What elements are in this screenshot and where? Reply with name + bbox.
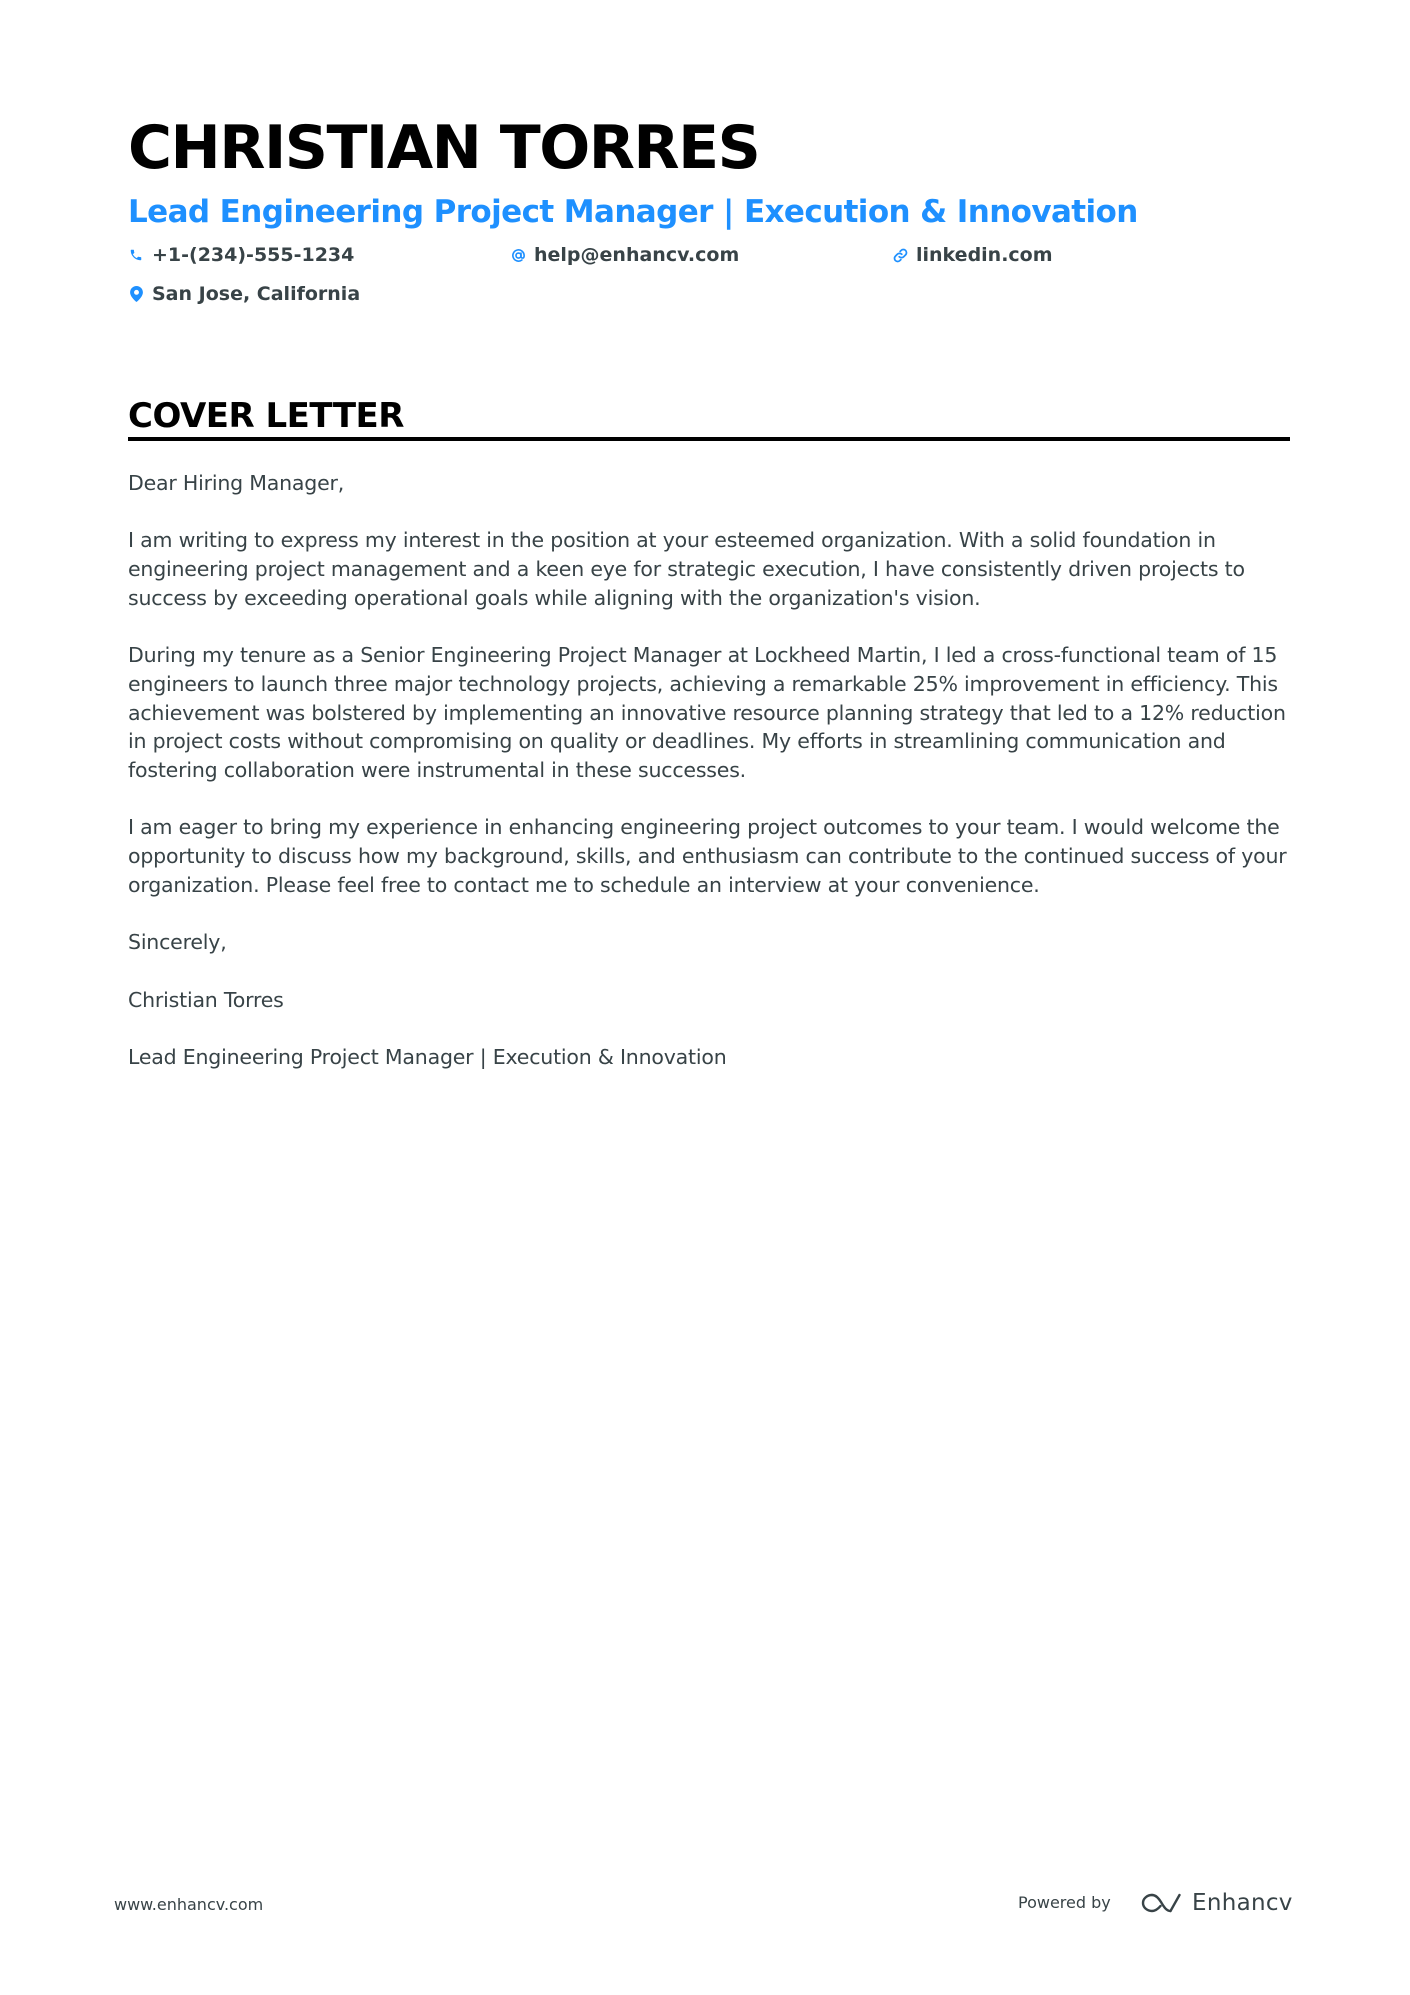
- contact-location: [128, 280, 360, 308]
- letter-signature: Christian Torres: [128, 987, 284, 1012]
- section-title: COVER LETTER: [128, 396, 404, 436]
- enhancv-logo-icon: [1138, 1889, 1184, 1917]
- section-divider: [128, 437, 1290, 441]
- powered-by-label: Powered by: [1018, 1893, 1111, 1912]
- contact-location-text: San Jose, California: [152, 283, 361, 305]
- map-pin-icon: [128, 285, 144, 303]
- letter-closing: Sincerely,: [128, 930, 227, 955]
- brand-link[interactable]: [1138, 1886, 1293, 1920]
- letter-signature-title: Lead Engineering Project Manager | Execution & Innovation: [128, 1044, 727, 1069]
- candidate-name: CHRISTIAN TORRES: [128, 113, 760, 183]
- at-sign-icon: [510, 246, 526, 264]
- contact-link[interactable]: [892, 241, 1053, 269]
- contact-email[interactable]: [510, 241, 739, 269]
- letter-greeting: Dear Hiring Manager,: [128, 471, 345, 495]
- letter-paragraph: I am writing to express my interest in the position at your esteemed organization. With a solid foundation in engineering project management and a keen eye for strategic execution, I have consistently driven projects to success by exceeding operational goals while aligning with the organization's vision.: [128, 528, 1245, 610]
- contact-email-text: help@enhancv.com: [534, 244, 740, 266]
- phone-icon: [128, 246, 144, 264]
- contact-link-text: linkedin.com: [916, 244, 1053, 266]
- candidate-headline: Lead Engineering Project Manager | Execution & Innovation: [128, 194, 1138, 230]
- letter-paragraph: I am eager to bring my experience in enhancing engineering project outcomes to your team. I would welcome the opportunity to discuss how my background, skills, and enthusiasm can contribute to the continued success of your organization. Please feel free to contact me to schedule an interview at your convenience.: [128, 815, 1287, 897]
- footer-url[interactable]: www.enhancv.com: [114, 1895, 264, 1914]
- letter-body: [128, 469, 1290, 1100]
- link-icon: [892, 246, 908, 264]
- letter-paragraph: During my tenure as a Senior Engineering Project Manager at Lockheed Martin, I led a cross-functional team of 15 engineers to launch three major technology projects, achieving a remarkable 25% improvement in efficiency. This achievement was bolstered by implementing an innovative resource planning strategy that led to a 12% reduction in project costs without compromising on quality or deadlines. My efforts in streamlining communication and fostering collaboration were instrumental in these successes.: [128, 643, 1286, 782]
- brand-name: Enhancv: [1192, 1890, 1293, 1916]
- contact-phone-text: +1-(234)-555-1234: [152, 244, 355, 266]
- contact-phone[interactable]: [128, 241, 354, 269]
